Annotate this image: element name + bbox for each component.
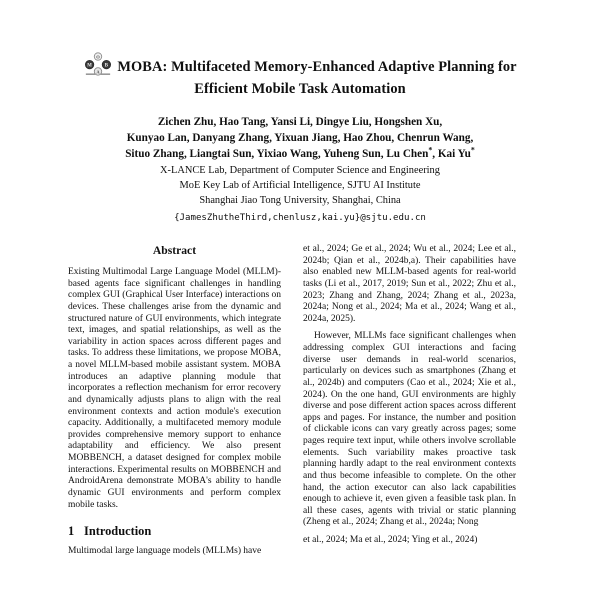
- abstract-heading: Abstract: [152, 244, 197, 257]
- right-column: [303, 244, 516, 600]
- contact-email[interactable]: {JamesZhutheThird,chenlusz,kai.yu}@sjtu.edu.cn: [174, 212, 426, 223]
- introduction-heading: [68, 524, 281, 539]
- paper-title-line-2: Efficient Mobile Task Automation: [194, 81, 406, 97]
- introduction-heading-label: Introduction: [84, 524, 152, 539]
- corresponding-mark-1: *: [428, 145, 433, 155]
- introduction-first-paragraph: Multimodal large language models (MLLMs) have: [68, 546, 262, 557]
- author-line-3-pre: Situo Zhang, Liangtai Sun, Yixiao Wang, Yuheng Sun, Lu Chen: [125, 148, 429, 161]
- svg-text:B: B: [105, 63, 109, 69]
- paper-title-line-1: [60, 52, 540, 78]
- authors-block: [0, 100, 600, 226]
- title-block: [0, 0, 600, 100]
- right-continued-paragraph: et al., 2024; Ge et al., 2024; Wu et al., 2024; Lee et al., 2024b; Qian et al., 2024b,a). Their capabilities have also enabled new MLLM-based agents for real-world tasks (Li et al., 2017, 2019; Sun et al., 2022; Zhu et al., 2023; Zhang and Zhang, 2024; Zhang et al., 2023a, 2024a; Nong et al., 2024; Ma et al., 2024; Wang et al., 2024a, 2025).: [303, 244, 516, 324]
- paper-title-system-name: MOBA: [117, 59, 163, 75]
- affiliation-2: MoE Key Lab of Artificial Intelligence, SJTU AI Institute: [179, 180, 421, 192]
- author-line-3-mid: , Kai Yu: [432, 148, 471, 161]
- body-columns: [0, 244, 600, 600]
- paper-title-line-1-rest: : Multifaceted Memory-Enhanced Adaptive Planning for: [162, 59, 517, 75]
- author-line-3: [42, 146, 558, 162]
- abstract-paragraph: Existing Multimodal Large Language Model (MLLM)-based agents face significant challenges in handling complex GUI (Graphical User Interface) interactions on devices. These challenges arise from the dynamic and structured nature of GUI environments, which integrate text, images, and spatial relationships, as well as the variability in action spaces across different pages and tasks. To address these limitations, we propose MOBA, a novel MLLM-based mobile assistant system. MOBA introduces an adaptive planning module that incorporates a reflection mechanism for error recovery and dynamically adjusts plans to align with the real environment contexts and action module's execution capacity. Additionally, a multifaceted memory module provides comprehensive memory support to enhance adaptability and efficiency. We also present MOBBENCH, a dataset designed for complex mobile interactions. Experimental results on MOBBENCH and AndroidArena demonstrate MOBA's ability to handle dynamic GUI environments and perform complex mobile tasks.: [68, 267, 281, 510]
- svg-text:M: M: [87, 63, 93, 69]
- right-paragraph-2: However, MLLMs face significant challenges when addressing complex GUI interactions and facing diverse user demands in real-world scenarios, particularly on devices such as smartphones (Zhang et al., 2024b) and computers (Cao et al., 2024; Xie et al., 2024). On the one hand, GUI environments are highly diverse and pose different action spaces across different apps and pages. For instance, the number and position of clickable icons can vary greatly across pages; some pages require text input, while others involve scrollable elements. Such variability makes proactive task planning hardly adapt to the real environment contexts and thus become infeasible to complete. On the other hand, the action executor can also lack capabilities enough to achieve it, even given a feasible task plan. In all these cases, agents with trivial or static planning (Zheng et al., 2024; Zhang et al., 2024a; Nong: [303, 331, 516, 528]
- moba-dpad-logo-icon: [83, 52, 113, 78]
- author-line-1: Zichen Zhu, Hao Tang, Yansi Li, Dingye Liu, Hongshen Xu,: [157, 116, 443, 128]
- affiliation-3: Shanghai Jiao Tong University, Shanghai, China: [199, 195, 401, 207]
- corresponding-mark-2: *: [470, 145, 475, 155]
- author-line-2: Kunyao Lan, Danyang Zhang, Yixuan Jiang, Hao Zhou, Chenrun Wang,: [126, 132, 474, 145]
- left-column: [68, 244, 281, 600]
- svg-text:A: A: [96, 69, 100, 75]
- right-clipped-line: et al., 2024; Ma et al., 2024; Ying et al., 2024): [303, 535, 478, 545]
- affiliation-1: X-LANCE Lab, Department of Computer Science and Engineering: [160, 164, 440, 176]
- svg-text:O: O: [96, 54, 101, 60]
- introduction-number: 1: [68, 524, 75, 539]
